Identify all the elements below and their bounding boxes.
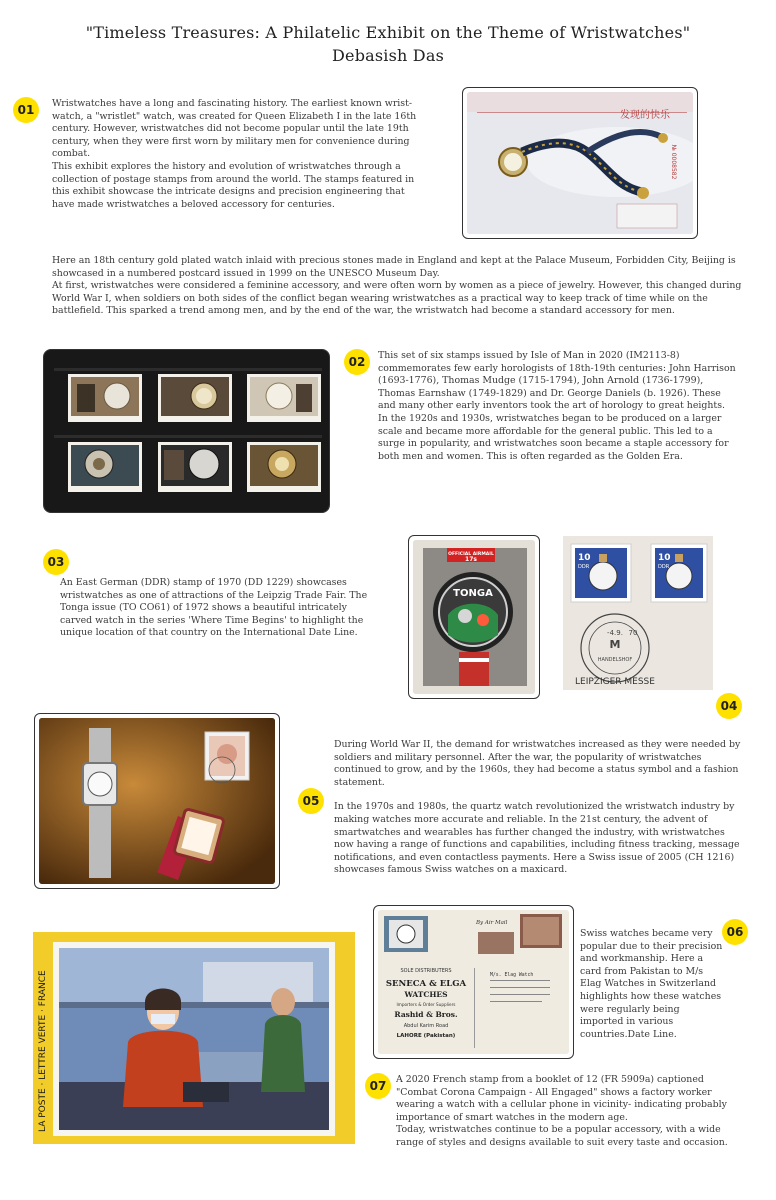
ddr-stamp-1-country: DDR (578, 564, 590, 570)
pakistan-card-by-air-mail: By Air Mail (476, 920, 508, 926)
section-07-paragraph-2: Today, wristwatches continue to be a popular accessory, with a wide range of styles and designs available to suit every taste and occasion. (396, 1124, 728, 1148)
author-name: Debasish Das (332, 46, 444, 65)
section-02-paragraph-2: In the 1920s and 1930s, wristwatches began to be produced on a larger scale and became more affordable for the general public. This led to a surge in popularity, and wristwatches soon became a staple accessory for both men and women. This is often regarded as the Golden Era. (378, 412, 729, 462)
section-03-text (60, 577, 378, 640)
section-02-paragraph-1: This set of six stamps issued by Isle of Man in 2020 (IM2113-8) commemorates few early horologists of 18th-19th centuries: John Harrison (1693-1776), Thomas Mudge (1715-1794), John Arnold (1736-1799), Thomas Earnshaw (1749-1829) and Dr. George Daniels (b. 1926). These and many other early inventors took the art of horology to great heights. (378, 350, 736, 412)
section-01-paragraph-2: This exhibit explores the history and evolution of wristwatches through a collection of postage stamps from around the world. The stamps featured in this exhibit showcase the intricate designs and precision engineering that have made wristwatches a beloved accessory for centuries. (52, 160, 415, 210)
section-badge-01: 01 (13, 97, 39, 123)
pakistan-card-firm: Rashid & Bros. (394, 1010, 458, 1019)
tonga-stamp-image (408, 535, 540, 699)
pakistan-card-addressee: M/s. Elag Watch (490, 973, 534, 978)
section-badge-07: 07 (365, 1073, 391, 1099)
tonga-country-label: TONGA (453, 588, 493, 599)
france-stamp-image (33, 932, 355, 1144)
section-05-paragraph-1: During World War II, the demand for wristwatches increased as they were needed by soldiers and military personnel. After the war, the popularity of wristwatches continued to grow, and by the 1960s, they had become a status symbol and a fashion statement. (334, 739, 741, 788)
swiss-maxicard-art (39, 718, 275, 884)
svg-text:M: M (609, 638, 621, 651)
section-02-text (378, 350, 738, 463)
france-stamp-art (33, 932, 355, 1144)
pakistan-card-art (378, 910, 569, 1054)
section-07-paragraph-1: A 2020 French stamp from a booklet of 12 (FR 5909a) captioned "Combat Corona Campaign - All Engaged" shows a factory worker wearing a watch with a cellular phone in vicinity- indicating probably importance of smart watches in the modern age. (396, 1074, 727, 1123)
china-postcard-art (467, 92, 693, 234)
section-badge-02: 02 (344, 349, 370, 375)
section-badge-04: 04 (716, 693, 742, 719)
section-01-text-lower (52, 255, 742, 318)
pakistan-card-city: LAHORE (Pakistan) (396, 1033, 456, 1039)
isle-of-man-stamps-art (44, 350, 329, 512)
ddr-postmark-date: -4.9. (607, 629, 623, 637)
page-title: "Timeless Treasures: A Philatelic Exhibit on the Theme of Wristwatches" (85, 23, 691, 42)
section-badge-05: 05 (298, 788, 324, 814)
isle-of-man-stamps-image (43, 349, 330, 513)
section-05-paragraph-2: In the 1970s and 1980s, the quartz watch revolutionized the wristwatch industry by making watches more accurate and reliable. In the 21st century, the advent of smartwatches and wearables has further changed the industry, with wristwatches now having a range of functions and capabilities, including fitness tracking, message notifications, and even contactless payments. Here a Swiss issue of 2005 (CH 1216) showcases famous Swiss watches on a maxicard. (334, 801, 740, 876)
ddr-stamp-2-country: DDR (658, 564, 670, 570)
section-06-text (580, 928, 725, 1041)
tonga-value-label: 17s (465, 556, 477, 563)
section-07-text (396, 1074, 746, 1150)
swiss-maxicard-image (34, 713, 280, 889)
pakistan-card-road: Abdul Karim Road (403, 1023, 449, 1029)
ddr-postmark-place: LEIPZIGER MESSE (575, 677, 655, 687)
section-03-paragraph-1: An East German (DDR) stamp of 1970 (DD 1229) showcases wristwatches as one of attractions of the Leipzig Trade Fair. The Tonga issue (TO CO61) of 1972 shows a beautiful intricately carved watch in the series 'Where Time Begins' to highlight the unique location of that country on the International Date Line. (60, 577, 368, 639)
section-01-paragraph-4: At first, wristwatches were considered a feminine accessory, and were often worn by women as a piece of jewelry. However, this changed during World War I, when soldiers on both sides of the conflict began wearing wristwatches as a practical way to keep track of time while on the battlefield. This sparked a trend among men, and by the end of the war, the wristwatch had become a standard accessory for men. (52, 280, 742, 317)
china-postcard-serial: № 0008582 (670, 144, 677, 180)
pakistan-card-watches: WATCHES (404, 990, 448, 999)
pakistan-card-importers: Importers & Order Suppliers (396, 1002, 456, 1007)
section-01-text (52, 98, 430, 211)
pakistan-card-brand: SENECA & ELGA (385, 979, 467, 989)
ddr-stamp-1-value: 10 (578, 553, 591, 563)
tonga-stamp-art (413, 540, 535, 694)
tonga-airmail-label: OFFICIAL AIRMAIL (448, 552, 494, 557)
pakistan-card-sole: SOLE DISTRIBUTERS (400, 968, 452, 974)
ddr-stamp-2-value: 10 (658, 553, 671, 563)
pakistan-card-image (373, 905, 574, 1059)
ddr-postmark-label: HANDELSHOF (597, 657, 633, 663)
section-badge-03: 03 (43, 549, 69, 575)
ddr-postmark-year: 70 (628, 629, 638, 637)
section-05-text (334, 739, 744, 877)
china-postcard-image (462, 87, 698, 239)
section-01-paragraph-1: Wristwatches have a long and fascinating history. The earliest known wrist-watch, a "wristlet" watch, was created for Queen Elizabeth I in the late 16th century. However, wristwatches did not become popular until the late 19th century, when they were first worn by military men for convenience during combat. (52, 98, 417, 160)
france-stamp-side-text: LA POSTE · LETTRE VERTE · FRANCE (38, 970, 48, 1132)
china-postcard-headline: 发现的快乐 (620, 110, 670, 121)
section-01-paragraph-3: Here an 18th century gold plated watch inlaid with precious stones made in England and kept at the Palace Museum, Forbidden City, Beijing is showcased in a numbered postcard issued in 1999 on the UNESCO Museum Day. (52, 255, 736, 279)
section-badge-06: 06 (722, 919, 748, 945)
ddr-stamps-art (563, 536, 713, 690)
section-06-paragraph-1: Swiss watches became very popular due to their precision and workmanship. Here a card from Pakistan to M/s Elag Watches in Switzerland highlights how these watches were regularly being imported in various countries.Date Line. (580, 928, 723, 1040)
ddr-stamps-image (563, 536, 713, 690)
